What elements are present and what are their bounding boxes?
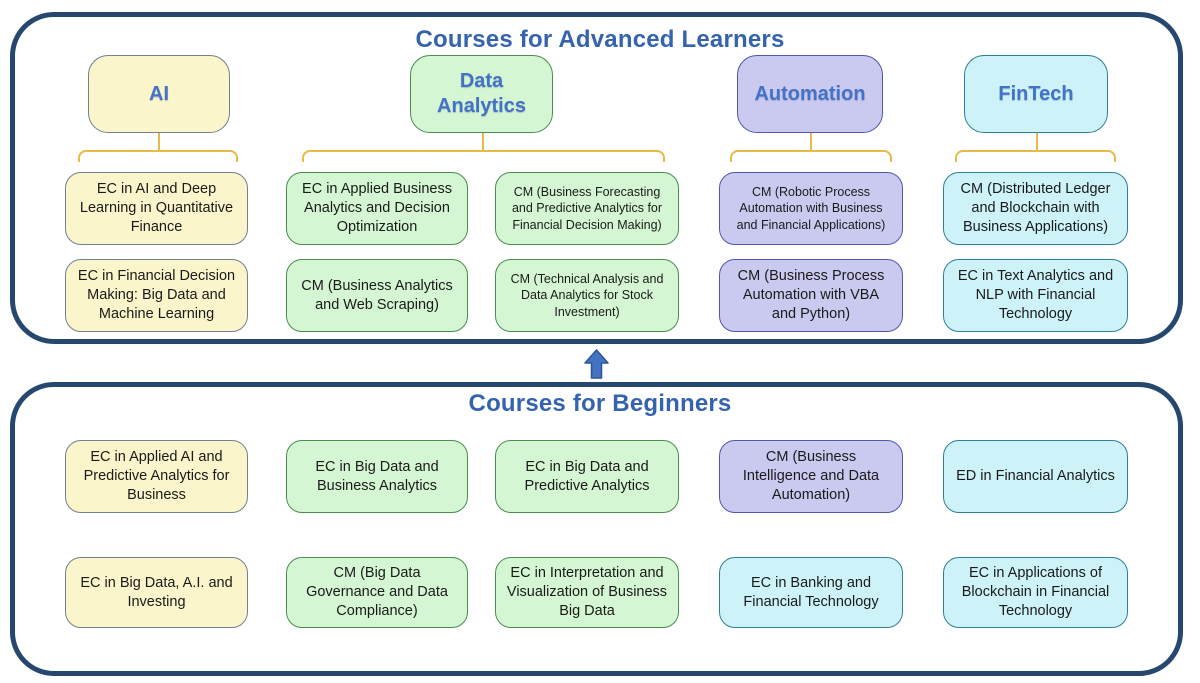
connector-stub-fintech [1036,133,1038,150]
connector-brace-automation [730,150,892,162]
beginners-panel-title: Courses for Beginners [468,390,732,417]
beginner-course-box: EC in Interpretation and Visualization of Business Big Data [495,557,679,628]
category-box-data-analytics: Data Analytics [410,55,553,133]
beginner-course-box: EC in Applied AI and Predictive Analytics for Business [65,440,248,513]
advanced-panel-title: Courses for Advanced Learners [415,26,785,53]
connector-stub-ai [158,133,160,150]
connector-brace-data-analytics [302,150,665,162]
connector-brace-fintech [955,150,1116,162]
category-box-fintech: FinTech [964,55,1108,133]
beginner-course-box: ED in Financial Analytics [943,440,1128,513]
category-box-automation: Automation [737,55,883,133]
beginner-course-box: EC in Big Data, A.I. and Investing [65,557,248,628]
advanced-course-box: EC in Financial Decision Making: Big Data and Machine Learning [65,259,248,332]
advanced-course-box: CM (Robotic Process Automation with Business and Financial Applications) [719,172,903,245]
up-arrow-icon [584,349,609,379]
advanced-course-box: EC in AI and Deep Learning in Quantitative Finance [65,172,248,245]
advanced-course-box: EC in Applied Business Analytics and Decision Optimization [286,172,468,245]
advanced-course-box: CM (Distributed Ledger and Blockchain with Business Applications) [943,172,1128,245]
advanced-course-box: CM (Business Forecasting and Predictive Analytics for Financial Decision Making) [495,172,679,245]
beginner-course-box: EC in Big Data and Business Analytics [286,440,468,513]
connector-stub-automation [810,133,812,150]
advanced-course-box: EC in Text Analytics and NLP with Financial Technology [943,259,1128,332]
beginner-course-box: EC in Applications of Blockchain in Financial Technology [943,557,1128,628]
advanced-course-box: CM (Business Analytics and Web Scraping) [286,259,468,332]
advanced-course-box: CM (Business Process Automation with VBA and Python) [719,259,903,332]
connector-stub-data-analytics [482,133,484,150]
connector-brace-ai [78,150,238,162]
advanced-course-box: CM (Technical Analysis and Data Analytics for Stock Investment) [495,259,679,332]
beginner-course-box: EC in Big Data and Predictive Analytics [495,440,679,513]
beginner-course-box: CM (Business Intelligence and Data Automation) [719,440,903,513]
category-box-ai: AI [88,55,230,133]
beginner-course-box: EC in Banking and Financial Technology [719,557,903,628]
beginner-course-box: CM (Big Data Governance and Data Compliance) [286,557,468,628]
beginners-panel [10,382,1183,676]
